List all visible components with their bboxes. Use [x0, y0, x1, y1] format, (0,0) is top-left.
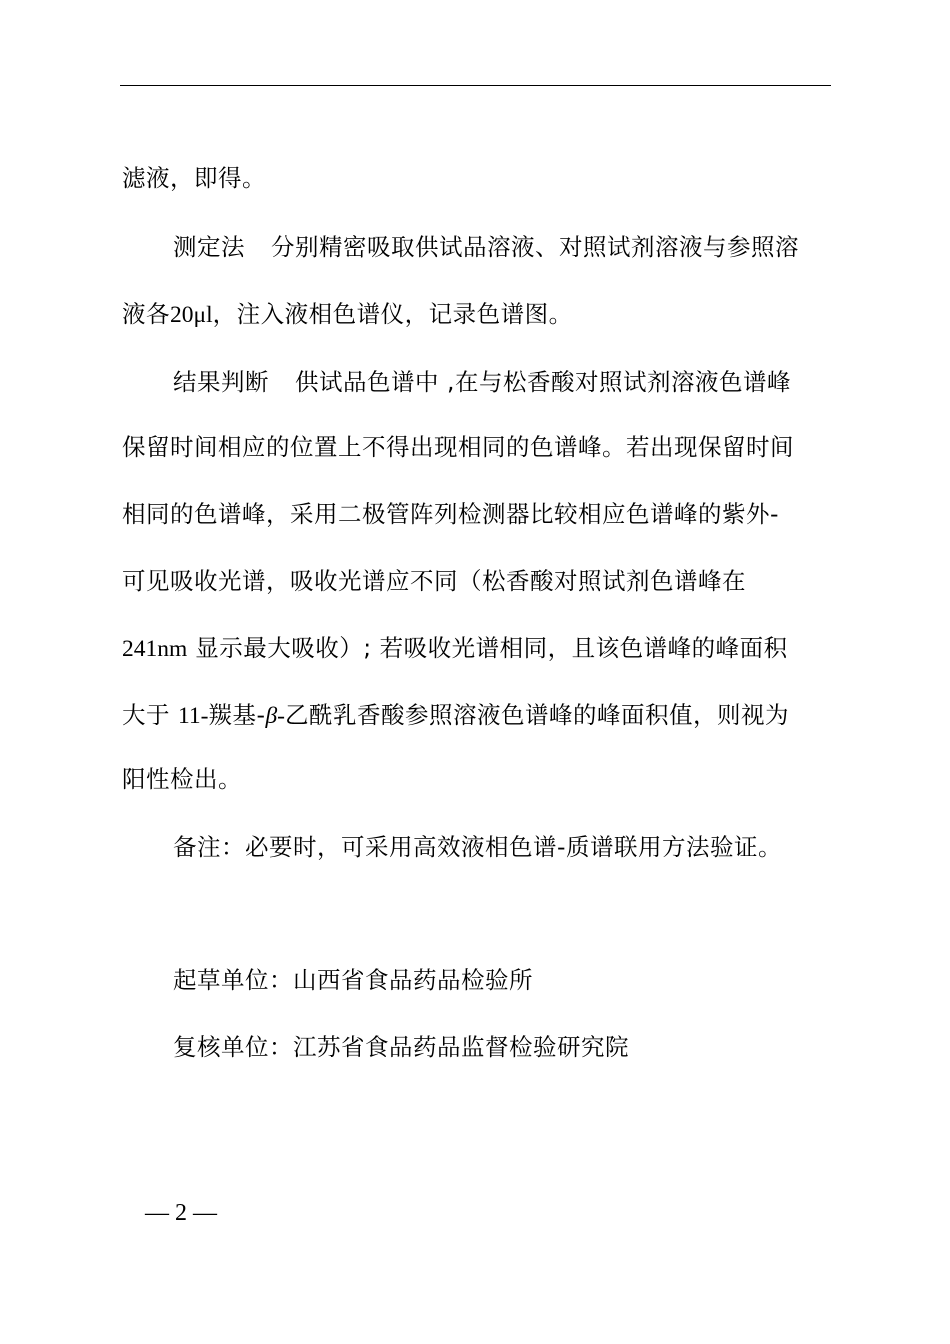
header-rule [120, 85, 831, 86]
beta-symbol: β [265, 703, 278, 729]
result-line-1 [173, 367, 833, 397]
injection-volume: 20μl [170, 302, 213, 328]
result-text-6-pre: 大于 [122, 701, 178, 729]
result-text-1: 供试品色谱中 ,在与松香酸对照试剂溶液色谱峰 [295, 368, 791, 396]
result-line-7: 阳性检出。 [122, 765, 242, 793]
method-text-2-pre: 液各 [122, 300, 170, 328]
wavelength: 241nm [122, 636, 188, 662]
result-heading: 结果判断 [173, 368, 269, 396]
method-text-1: 分别精密吸取供试品溶液、对照试剂溶液与参照溶 [271, 233, 799, 261]
compound-part-2: - [277, 703, 285, 729]
page-number: — 2 — [145, 1200, 217, 1226]
result-line-5 [122, 633, 832, 664]
method-heading: 测定法 [173, 233, 245, 261]
result-line-3: 相同的色谱峰，采用二极管阵列检测器比较相应色谱峰的紫外- [122, 500, 779, 528]
result-line-6 [122, 700, 832, 731]
method-line-2 [122, 299, 832, 330]
drafting-unit: 起草单位：山西省食品药品检验所 [173, 966, 533, 994]
method-line-1 [173, 232, 833, 262]
result-line-4: 可见吸收光谱，吸收光谱应不同（松香酸对照试剂色谱峰在 [122, 567, 746, 595]
result-text-6-post: 乙酰乳香酸参照溶液色谱峰的峰面积值，则视为 [284, 701, 789, 729]
paragraph-filtrate: 滤液，即得。 [122, 164, 266, 192]
note: 备注：必要时，可采用高效液相色谱-质谱联用方法验证。 [173, 833, 782, 861]
result-line-2: 保留时间相应的位置上不得出现相同的色谱峰。若出现保留时间 [122, 433, 794, 461]
compound-part-1: 羰基- [208, 701, 266, 729]
compound-prefix: 11- [177, 703, 209, 729]
result-text-5: 显示最大吸收）; 若吸收光谱相同，且该色谱峰的峰面积 [187, 634, 788, 662]
review-unit: 复核单位：江苏省食品药品监督检验研究院 [173, 1033, 629, 1061]
method-text-2-post: ，注入液相色谱仪，记录色谱图。 [212, 300, 573, 328]
